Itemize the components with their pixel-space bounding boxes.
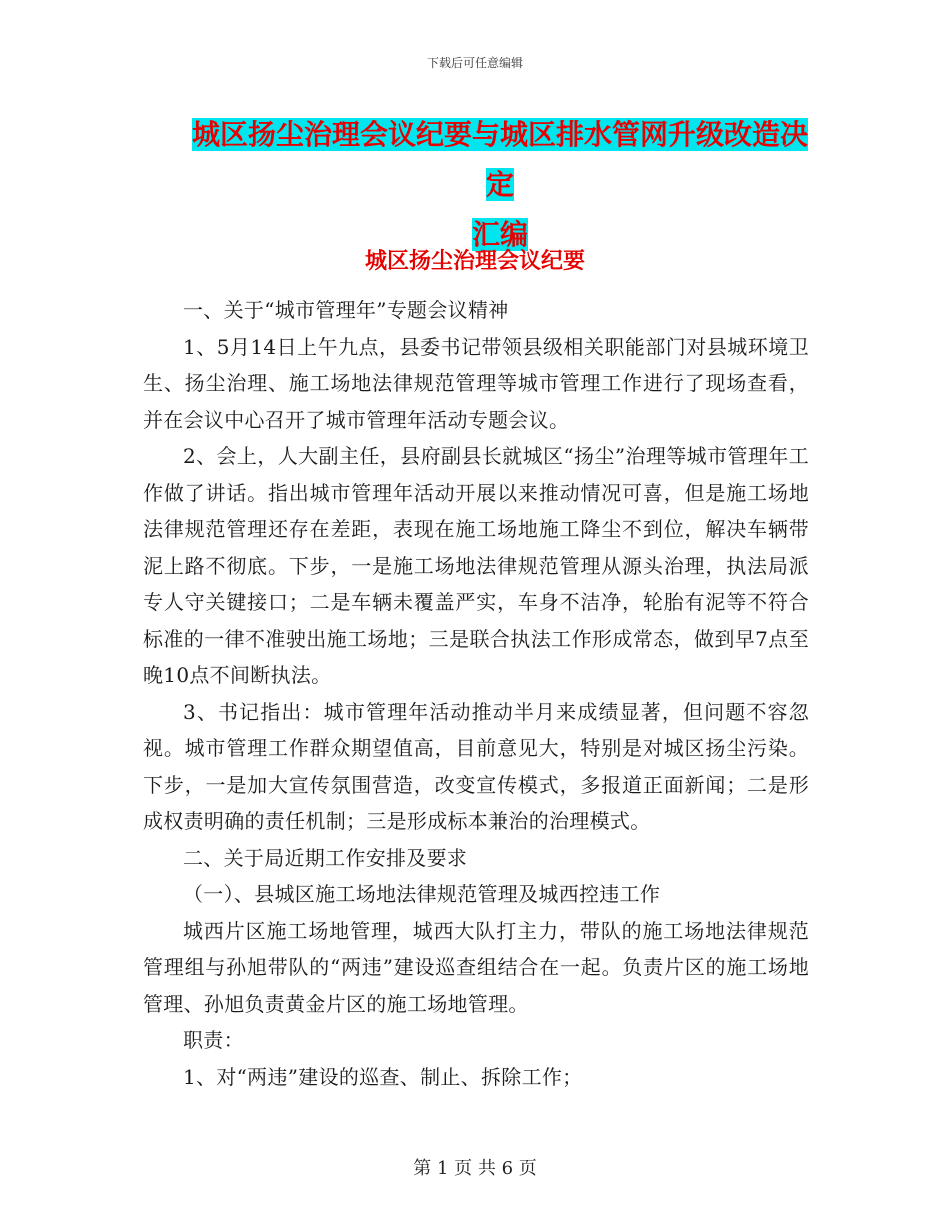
document-title-line2: 汇编 (471, 218, 528, 251)
paragraph-subheading-1: （一）、县城区施工场地法律规范管理及城西控违工作 (183, 882, 661, 906)
section-title: 城区扬尘治理会议纪要 (364, 248, 585, 274)
page-number-footer: 第 1 页 共 6 页 (413, 1158, 537, 1179)
paragraph-heading-1: 一、关于“城市管理年”专题会议精神 (183, 298, 509, 322)
document-title (190, 110, 810, 260)
paragraph-item-1: 1、5月14日上午九点，县委书记带领县级相关职能部门对县城环境卫生、扬尘治理、施工场地法律规范管理等城市管理工作进行了现场查看，并在会议中心召开了城市管理年活动专题会议。 (143, 334, 809, 432)
document-title-line1: 城区扬尘治理会议纪要与城区排水管网升级改造决定 (191, 118, 808, 201)
paragraph-duty-1: 1、对“两违”建设的巡查、制止、拆除工作； (183, 1064, 583, 1089)
paragraph-heading-2: 二、关于局近期工作安排及要求 (183, 845, 468, 870)
page-header-note: 下载后可任意编辑 (426, 56, 523, 70)
paragraph-body-1: 城西片区施工场地管理，城西大队打主力，带队的施工场地法律规范管理组与孙旭带队的“两违”建设巡查组结合在一起。负责片区的施工场地管理、孙旭负责黄金片区的施工场地管理。 (143, 918, 809, 1016)
paragraph-duties-label: 职责： (183, 1028, 244, 1052)
paragraph-item-2: 2、会上，人大副主任，县府副县长就城区“扬尘”治理等城市管理年工作做了讲话。指出城市管理年活动开展以来推动情况可喜，但是施工场地法律规范管理还存在差距，表现在施工场地施工降尘不到位，解决车辆带泥上路不彻底。下步，一是施工场地法律规范管理从源头治理，执法局派专人守关键接口；二是车辆未覆盖严实，车身不洁净，轮胎有泥等不符合标准的一律不准驶出施工场地；三是联合执法工作形成常态，做到早7点至晚10点不间断执法。 (143, 444, 809, 687)
paragraph-item-3: 3、书记指出：城市管理年活动推动半月来成绩显著，但问题不容忽视。城市管理工作群众期望值高，目前意见大，特别是对城区扬尘污染。下步，一是加大宣传氛围营造，改变宣传模式，多报道正面新闻；二是形成权责明确的责任机制；三是形成标本兼治的治理模式。 (143, 699, 809, 833)
document-body (143, 292, 809, 1095)
